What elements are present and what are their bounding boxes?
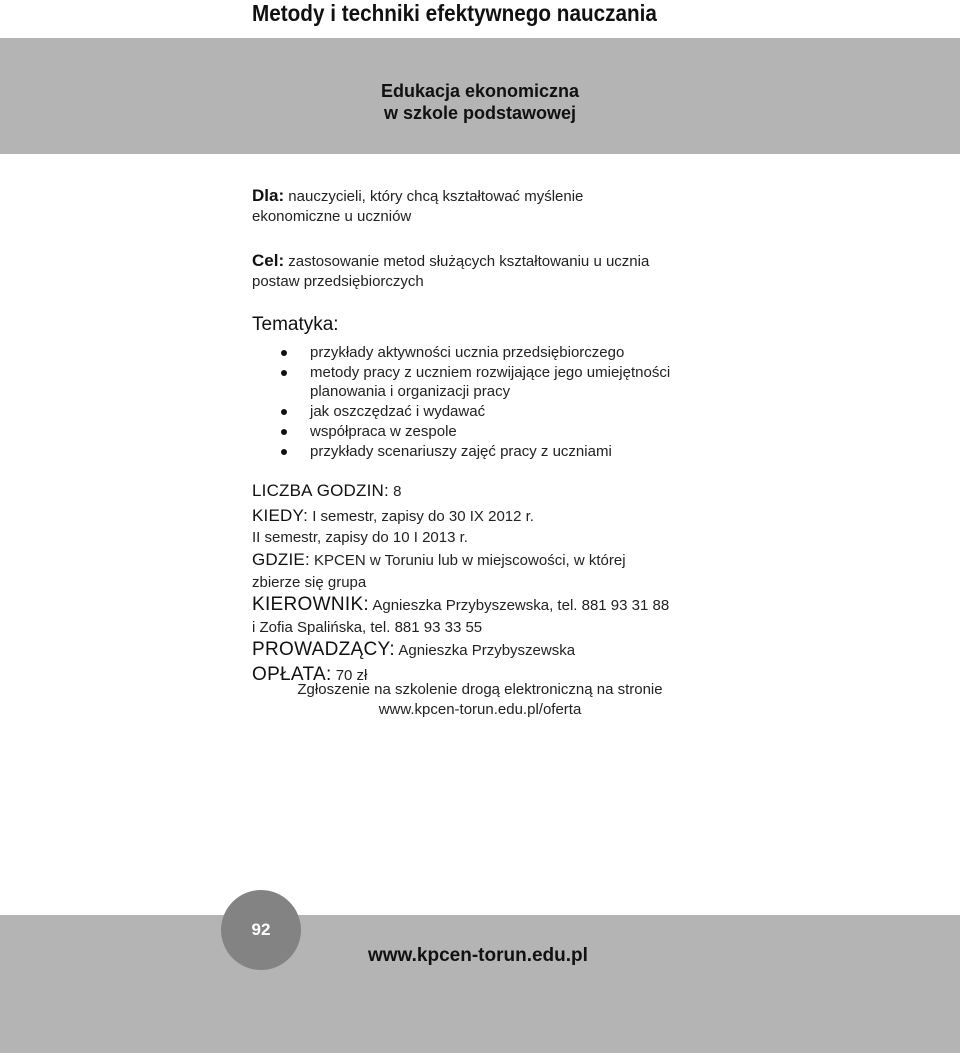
when-label: KIEDY: — [252, 506, 309, 526]
footer-band — [0, 915, 960, 1053]
footer-website-link[interactable]: www.kpcen-torun.edu.pl — [368, 945, 588, 966]
fee-label: OPŁATA: — [252, 664, 332, 686]
fee-value: 70 zł — [335, 667, 368, 685]
instructor-value: Agnieszka Przybyszewska — [398, 642, 576, 660]
bullet-icon — [281, 409, 287, 415]
audience-text: nauczycieli, który chcą kształtować myślenie — [288, 188, 584, 205]
registration-note — [250, 680, 710, 720]
hours-value: 8 — [393, 483, 402, 501]
topic-item-text: przykłady scenariuszy zajęć pracy z uczniami — [310, 442, 612, 460]
course-title-line-2: w szkole podstawowej — [383, 103, 577, 123]
topic-item — [252, 422, 772, 442]
topic-item — [252, 363, 772, 402]
when-value-cont: II semestr, zapisy do 10 I 2013 r. — [252, 529, 468, 547]
topic-item — [252, 402, 772, 422]
registration-text: Zgłoszenie na szkolenie drogą elektroniczną na stronie — [297, 681, 663, 698]
audience-section — [252, 186, 772, 227]
where-label: GDZIE: — [252, 550, 310, 570]
course-details — [252, 186, 772, 688]
topics-label: Tematyka: — [252, 314, 339, 335]
audience-label: Dla: — [252, 186, 285, 205]
hours-label: LICZBA GODZIN: — [252, 481, 389, 501]
topic-item — [252, 343, 772, 363]
course-info — [252, 479, 772, 688]
topic-item-text: jak oszczędzać i wydawać — [310, 403, 486, 421]
page-number-badge — [221, 890, 301, 970]
running-title: Metody i techniki efektywnego nauczania — [252, 0, 657, 26]
bullet-icon — [281, 449, 287, 455]
goal-text: zastosowanie metod służących kształtowaniu u ucznia — [288, 253, 650, 270]
goal-text-cont: postaw przedsiębiorczych — [252, 273, 424, 290]
page-number: 92 — [251, 920, 271, 939]
when-value: I semestr, zapisy do 30 IX 2012 r. — [312, 508, 534, 526]
where-value: KPCEN w Toruniu lub w miejscowości, w której — [314, 552, 626, 570]
topic-item-text: planowania i organizacji pracy — [310, 383, 511, 401]
goal-section — [252, 251, 772, 292]
topic-item-text: metody pracy z uczniem rozwijające jego umiejętności — [310, 363, 671, 381]
audience-text-cont: ekonomiczne u uczniów — [252, 208, 412, 225]
bullet-icon — [281, 350, 287, 356]
course-title-line-1: Edukacja ekonomiczna — [380, 81, 580, 101]
topic-item-text: przykłady aktywności ucznia przedsiębiorczego — [310, 344, 625, 361]
registration-link[interactable]: www.kpcen-torun.edu.pl/oferta — [378, 701, 582, 718]
bullet-icon — [281, 429, 287, 435]
instructor-label: PROWADZĄCY: — [252, 639, 395, 661]
topics-list — [252, 343, 772, 461]
topics-section — [252, 313, 772, 461]
manager-value: Agnieszka Przybyszewska, tel. 881 93 31 88 — [372, 597, 670, 615]
goal-label: Cel: — [252, 251, 285, 270]
bullet-icon — [281, 370, 287, 376]
manager-value-cont: i Zofia Spalińska, tel. 881 93 33 55 — [252, 619, 483, 637]
where-value-cont: zbierze się grupa — [252, 574, 367, 592]
topic-item — [252, 442, 772, 462]
topic-item-text: współpraca w zespole — [310, 422, 457, 440]
manager-label: KIEROWNIK: — [252, 594, 370, 616]
